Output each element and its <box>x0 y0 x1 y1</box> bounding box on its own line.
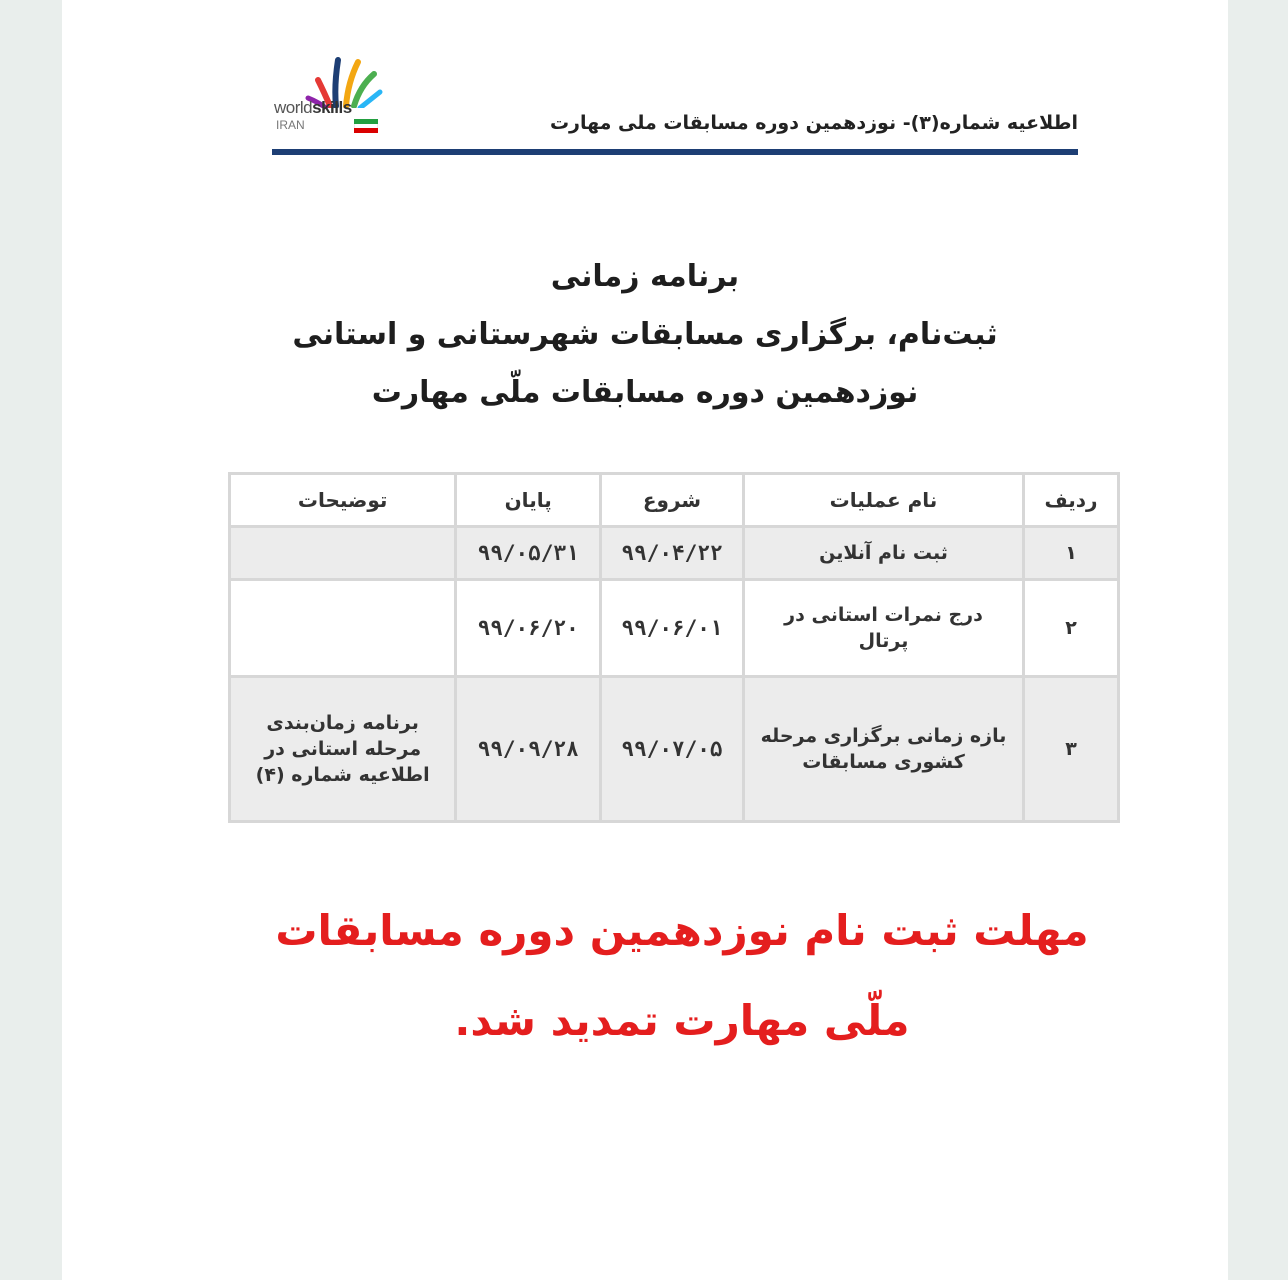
notes-line: برنامه زمان‌بندی <box>266 712 419 734</box>
header-title: اطلاعیه شماره(۳)- نوزدهمین دوره مسابقات ملی مهارت <box>549 112 1078 134</box>
iran-flag-icon <box>354 119 378 133</box>
title-line-2: ثبت‌نام، برگزاری مسابقات شهرستانی و استانی <box>292 317 998 352</box>
operation-line: بازه زمانی برگزاری مرحله <box>760 725 1007 747</box>
notes-line: مرحله استانی در <box>264 738 422 760</box>
document-page <box>62 0 1228 1280</box>
cell-operation <box>743 677 1023 822</box>
header-index: ردیف <box>1024 474 1119 527</box>
cell-end: ۹۹/۰۵/۳۱ <box>456 527 601 580</box>
announcement-line-2: ملّی مهارت تمدید شد. <box>454 996 910 1045</box>
cell-index: ۱ <box>1024 527 1119 580</box>
cell-index: ۲ <box>1024 580 1119 677</box>
cell-end: ۹۹/۰۶/۲۰ <box>456 580 601 677</box>
notes-line: اطلاعیه شماره (۴) <box>255 764 430 786</box>
cell-notes <box>230 677 456 822</box>
cell-operation <box>743 527 1023 580</box>
header-end: پایان <box>456 474 601 527</box>
cell-end: ۹۹/۰۹/۲۸ <box>456 677 601 822</box>
cell-start: ۹۹/۰۷/۰۵ <box>601 677 744 822</box>
table-row <box>230 677 1119 822</box>
title-line-1: برنامه زمانی <box>550 259 740 294</box>
table-row <box>230 527 1119 580</box>
header-notes: توضیحات <box>230 474 456 527</box>
cell-notes <box>230 580 456 677</box>
header-start: شروع <box>601 474 744 527</box>
cell-start: ۹۹/۰۴/۲۲ <box>601 527 744 580</box>
header-divider <box>272 149 1078 155</box>
table-header-row <box>230 474 1119 527</box>
cell-notes <box>230 527 456 580</box>
header-operation: نام عملیات <box>743 474 1023 527</box>
logo-wordmark: worldskills <box>274 98 352 117</box>
operation-line: ثبت نام آنلاین <box>819 542 948 564</box>
cell-operation <box>743 580 1023 677</box>
cell-start: ۹۹/۰۶/۰۱ <box>601 580 744 677</box>
operation-line: کشوری مسابقات <box>802 751 965 773</box>
extension-announcement <box>252 886 1112 1066</box>
table-row <box>230 580 1119 677</box>
announcement-line-1: مهلت ثبت نام نوزدهمین دوره مسابقات <box>275 906 1089 955</box>
logo-country: IRAN <box>276 118 305 132</box>
title-block <box>212 248 1078 422</box>
cell-index: ۳ <box>1024 677 1119 822</box>
title-line-3: نوزدهمین دوره مسابقات ملّی مهارت <box>371 375 919 410</box>
operation-line: درج نمرات استانی در <box>784 604 983 626</box>
document-header <box>272 48 1078 158</box>
schedule-table <box>228 472 1120 823</box>
worldskills-iran-logo <box>274 48 386 140</box>
operation-line: پرتال <box>858 630 909 652</box>
